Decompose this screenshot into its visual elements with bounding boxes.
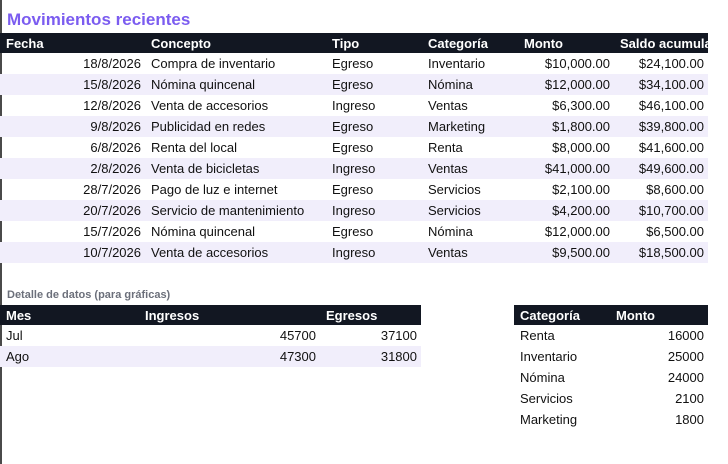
cell-fecha[interactable]: 15/8/2026	[0, 74, 145, 95]
category-totals-table	[514, 305, 708, 430]
cell-fecha[interactable]: 9/8/2026	[0, 116, 145, 137]
section-title: Movimientos recientes	[7, 10, 191, 29]
cell-tipo[interactable]: Egreso	[332, 182, 374, 197]
cell-fecha[interactable]: 10/7/2026	[0, 242, 145, 263]
table-row	[0, 179, 708, 200]
cell-tipo[interactable]: Ingreso	[326, 242, 422, 263]
cell-concepto[interactable]: Publicidad en redes	[145, 116, 326, 137]
cell-categoria[interactable]: Nómina	[422, 74, 518, 95]
cell-monto[interactable]: $12,000.00	[518, 74, 614, 95]
column-header-categoria[interactable]: Categoría	[514, 305, 610, 325]
cell-monto[interactable]: 16000	[610, 325, 708, 346]
column-header-categoria[interactable]: Categoría	[422, 33, 518, 53]
monthly-detail-table	[0, 305, 421, 367]
cell-monto[interactable]: $41,000.00	[518, 158, 614, 179]
cell-monto[interactable]: 1800	[610, 409, 708, 430]
cell-categoria[interactable]: Nómina	[428, 224, 473, 239]
cell-tipo[interactable]: Ingreso	[326, 158, 422, 179]
cell-concepto[interactable]: Pago de luz e internet	[151, 182, 278, 197]
cell-concepto[interactable]: Venta de accesorios	[151, 98, 269, 113]
cell-fecha[interactable]: 20/7/2026	[0, 200, 145, 221]
table-row	[0, 158, 708, 179]
cell-categoria[interactable]: Ventas	[422, 158, 518, 179]
cell-concepto[interactable]: Nómina quincenal	[151, 224, 256, 239]
table-row	[514, 409, 708, 430]
cell-fecha[interactable]: 15/7/2026	[83, 224, 141, 239]
cell-categoria[interactable]: Servicios	[422, 200, 518, 221]
table-row	[0, 200, 708, 221]
data-detail-title: Detalle de datos (para gráficas)	[7, 289, 171, 301]
cell-categoria[interactable]: Inventario	[514, 346, 610, 367]
cell-saldo[interactable]: $18,500.00	[614, 242, 708, 263]
cell-monto[interactable]: $8,000.00	[552, 140, 610, 155]
cell-fecha[interactable]: 28/7/2026	[83, 182, 141, 197]
column-header-ingresos[interactable]: Ingresos	[139, 305, 320, 325]
cell-tipo[interactable]: Egreso	[326, 74, 422, 95]
table-row	[0, 137, 708, 158]
table-row	[0, 242, 708, 263]
table-row	[514, 367, 708, 388]
cell-fecha[interactable]: 2/8/2026	[0, 158, 145, 179]
column-header-monto[interactable]: Monto	[610, 305, 708, 325]
cell-saldo[interactable]: $41,600.00	[638, 140, 704, 155]
cell-monto[interactable]: $12,000.00	[544, 224, 610, 239]
table-header-row	[514, 305, 708, 325]
cell-saldo[interactable]: $34,100.00	[614, 74, 708, 95]
column-header-monto[interactable]: Monto	[518, 33, 614, 53]
cell-categoria[interactable]: Renta	[428, 140, 463, 155]
table-row	[0, 74, 708, 95]
cell-monto[interactable]: 2100	[610, 388, 708, 409]
cell-fecha[interactable]: 18/8/2026	[83, 56, 141, 71]
cell-monto[interactable]: 24000	[610, 367, 708, 388]
cell-tipo[interactable]: Egreso	[332, 56, 374, 71]
cell-concepto[interactable]: Venta de accesorios	[145, 242, 326, 263]
table-row	[0, 346, 421, 367]
cell-saldo[interactable]: $24,100.00	[638, 56, 704, 71]
cell-saldo[interactable]: $49,600.00	[614, 158, 708, 179]
table-row	[514, 388, 708, 409]
cell-mes[interactable]: Jul	[6, 328, 23, 343]
cell-saldo[interactable]: $46,100.00	[638, 98, 704, 113]
cell-tipo[interactable]: Egreso	[326, 116, 422, 137]
cell-fecha[interactable]: 12/8/2026	[83, 98, 141, 113]
cell-tipo[interactable]: Egreso	[332, 224, 374, 239]
cell-concepto[interactable]: Renta del local	[151, 140, 237, 155]
table-row	[514, 346, 708, 367]
column-header-egresos[interactable]: Egresos	[320, 305, 421, 325]
cell-monto[interactable]: $4,200.00	[518, 200, 614, 221]
cell-monto[interactable]: $9,500.00	[518, 242, 614, 263]
table-row	[0, 53, 708, 74]
column-header-concepto[interactable]: Concepto	[145, 33, 326, 53]
cell-categoria[interactable]: Marketing	[514, 409, 610, 430]
cell-concepto[interactable]: Compra de inventario	[151, 56, 276, 71]
table-row	[514, 325, 708, 346]
cell-tipo[interactable]: Egreso	[332, 140, 374, 155]
cell-monto[interactable]: $6,300.00	[552, 98, 610, 113]
movements-table	[0, 33, 728, 263]
table-row	[0, 116, 708, 137]
cell-egresos[interactable]: 37100	[380, 328, 417, 343]
cell-concepto[interactable]: Nómina quincenal	[145, 74, 326, 95]
cell-monto[interactable]: 25000	[610, 346, 708, 367]
column-header-saldo[interactable]: Saldo acumulado	[614, 33, 708, 53]
column-header-tipo[interactable]: Tipo	[326, 33, 422, 53]
cell-categoria[interactable]: Servicios	[514, 388, 610, 409]
cell-saldo[interactable]: $8,600.00	[646, 182, 704, 197]
cell-categoria[interactable]: Renta	[514, 325, 610, 346]
cell-saldo[interactable]: $10,700.00	[614, 200, 708, 221]
cell-categoria[interactable]: Nómina	[514, 367, 610, 388]
cell-concepto[interactable]: Venta de bicicletas	[145, 158, 326, 179]
cell-egresos[interactable]: 31800	[320, 346, 421, 367]
cell-saldo[interactable]: $39,800.00	[614, 116, 708, 137]
cell-monto[interactable]: $1,800.00	[518, 116, 614, 137]
table-row	[0, 95, 708, 116]
cell-monto[interactable]: $10,000.00	[544, 56, 610, 71]
table-header-row	[0, 305, 421, 325]
column-header-fecha[interactable]: Fecha	[0, 33, 145, 53]
table-row	[0, 325, 421, 346]
cell-categoria[interactable]: Ventas	[428, 98, 468, 113]
cell-tipo[interactable]: Ingreso	[326, 200, 422, 221]
cell-concepto[interactable]: Servicio de mantenimiento	[145, 200, 326, 221]
cell-categoria[interactable]: Ventas	[422, 242, 518, 263]
table-header-row	[0, 33, 708, 53]
column-header-mes[interactable]: Mes	[0, 305, 139, 325]
cell-categoria[interactable]: Marketing	[422, 116, 518, 137]
cell-fecha[interactable]: 6/8/2026	[90, 140, 141, 155]
table-row	[0, 221, 708, 242]
cell-monto[interactable]: $2,100.00	[552, 182, 610, 197]
cell-mes[interactable]: Ago	[0, 346, 139, 367]
cell-tipo[interactable]: Ingreso	[332, 98, 376, 113]
cell-ingresos[interactable]: 45700	[279, 328, 316, 343]
cell-saldo[interactable]: $6,500.00	[646, 224, 704, 239]
cell-categoria[interactable]: Inventario	[428, 56, 486, 71]
cell-ingresos[interactable]: 47300	[139, 346, 320, 367]
cell-categoria[interactable]: Servicios	[428, 182, 481, 197]
